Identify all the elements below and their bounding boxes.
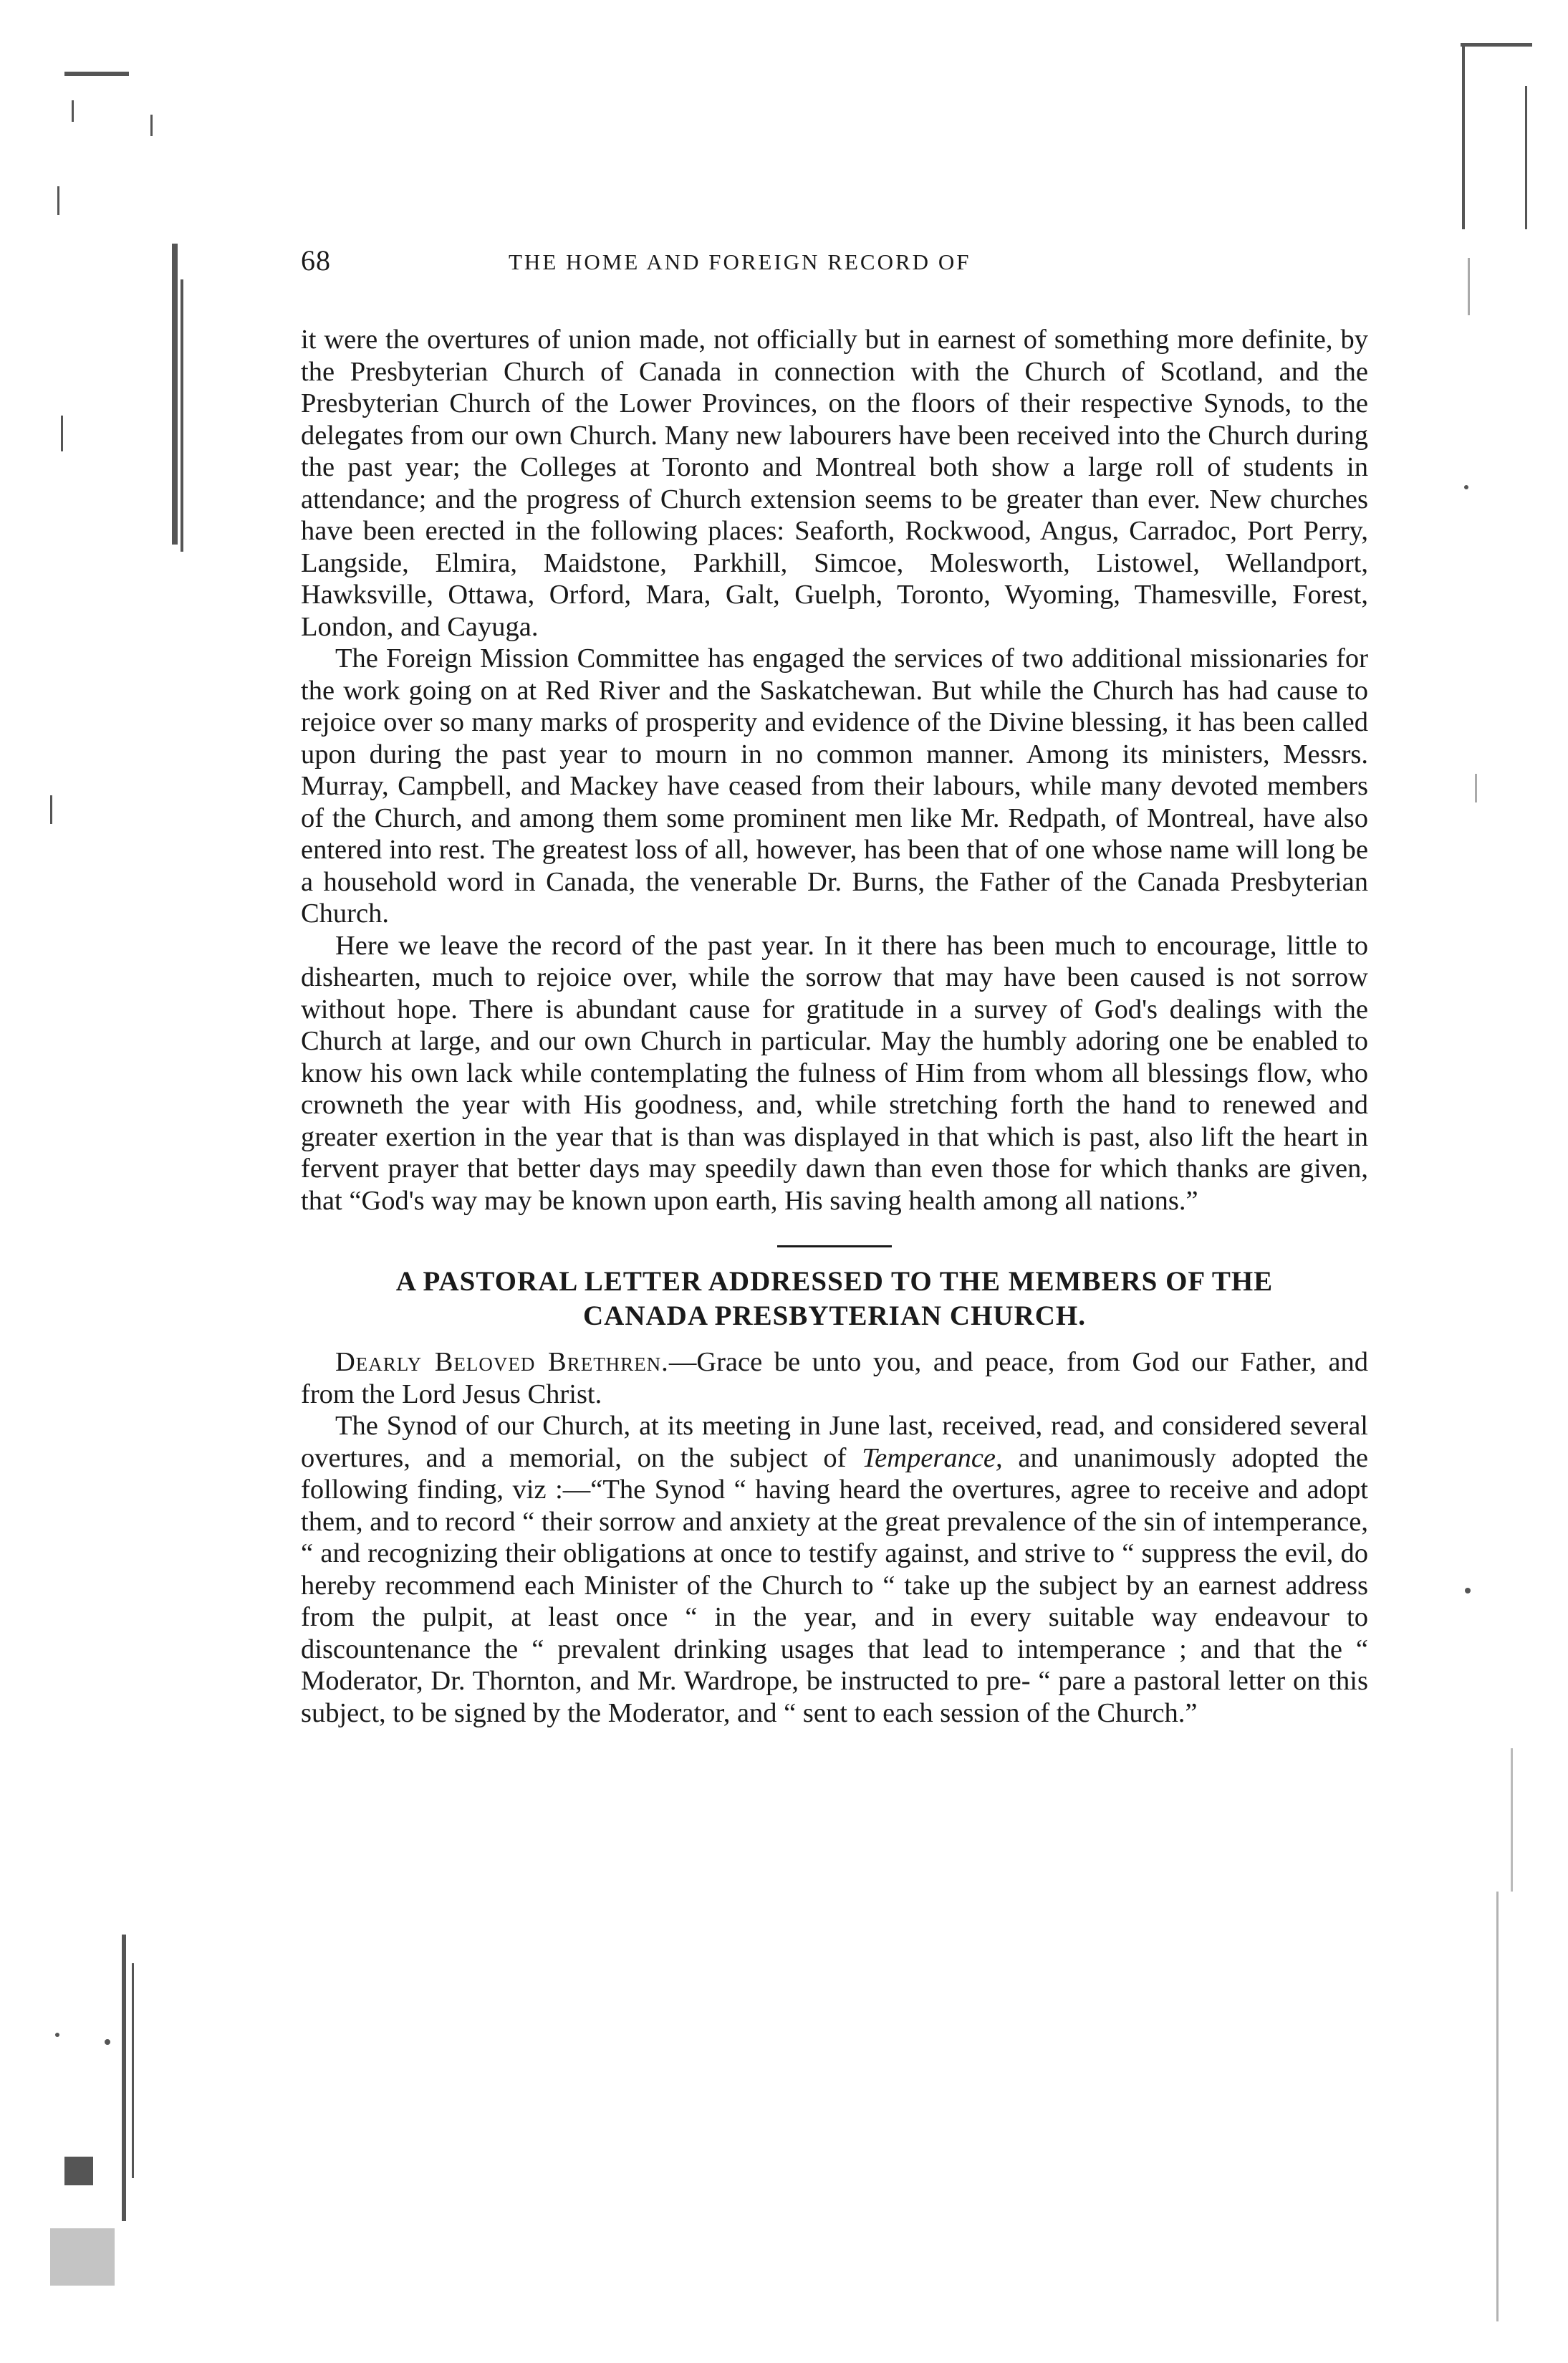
paragraph-continuation: it were the overtures of union made, not officially but in earnest of something more definite, by the Presbyterian Church of Canada in connection with the Church of Scotland, and the Presbyterian Church of the Lower Provinces, on the floors of their respective Synods, to the delegates from our own Church. Many new labourers have been received into the Church during the past year; the Colleges at Toronto and Montreal both show a large roll of students in attendance; and the progress of Church extension seems to be greater than ever. New churches have been erected in the following places: Seaforth, Rockwood, Angus, Carradoc, Port Perry, Langside, Elmira, Maidstone, Parkhill, Simcoe, Molesworth, Listowel, Wellandport, Hawksville, Ottawa, Orford, Mara, Galt, Guelph, Toronto, Wyoming, Thamesville, Forest, London, and Cayuga. [301,325,1368,642]
article-title [301,1265,1368,1333]
temperance-italic: Temperance, [862,1442,1003,1473]
salutation: Dearly Beloved Brethren. [335,1347,669,1377]
paragraph-salutation [301,1346,1368,1410]
synod-text-start: The Synod of our Church, at its meeting in June last, received, read, and considered several overtures, and a memorial, on the subject of [301,1411,1368,1473]
page-header [301,244,1368,287]
page-content [301,324,1368,1729]
running-head: THE HOME AND FOREIGN RECORD OF [509,249,971,274]
scan-edge-left [43,43,193,2336]
section-divider [777,1245,892,1247]
paragraph-record-conclusion: Here we leave the record of the past year. In it there has been much to encourage, little to dishearten, much to rejoice over, while the sorrow that may have been caused is not sorrow without hope. There is abundant cause for gratitude in a survey of God's dealings with the Church at large, and our own Church in particular. May the humbly adoring one be enabled to know his own lack while contemplating the fulness of Him from whom all blessings flow, who crowneth the year with His goodness, and, while stretching forth the hand to renewed and greater exertion in the year that is than was displayed in that which is past, also lift the heart in fervent prayer that better days may speedily dawn than even those for which thanks are given, that “God's way may be known upon earth, His saving health among all nations.” [301,930,1368,1216]
paragraph-synod-finding [301,1410,1368,1729]
page-number: 68 [301,244,331,277]
synod-text-rest: and unanimously adopted the following finding, viz :—“The Synod “ having heard the overtures, agree to receive and adopt them, and to record “ their sorrow and anxiety at the great prevalence of the sin of intemperance, “ and recognizing their obligations at once to testify against, and strive to “ suppress the evil, do hereby recommend each Minister of the Church to “ take up the subject by an earnest address from the pulpit, at least once “ in the year, and in every suitable way endeavour to discountenance the “ prevalent drinking usages that lead to intemperance ; and that the “ Moderator, Dr. Thornton, and Mr. Wardrope, be instructed to pre- “ pare a pastoral letter on this subject, to be signed by the Moderator, and “ sent to each session of the Church.” [301,1442,1368,1728]
article-title-line-2: CANADA PRESBYTERIAN CHURCH. [583,1300,1086,1331]
paragraph-foreign-mission: The Foreign Mission Committee has engaged the services of two additional missionaries for the work going on at Red River and the Saskatchewan. But while the Church has had cause to rejoice over so many marks of prosperity and evidence of the Divine blessing, it has been called upon during the past year to mourn in no common manner. Among its ministers, Messrs. Murray, Campbell, and Mackey have ceased from their labours, while many devoted members of the Church, and among them some prominent men like Mr. Redpath, of Montreal, have also entered into rest. The greatest loss of all, however, has been that of one whose name will long be a household word in Canada, the venerable Dr. Burns, the Father of the Canada Presbyterian Church. [301,643,1368,929]
scan-edge-right [1453,29,1539,2336]
article-title-line-1: A PASTORAL LETTER ADDRESSED TO THE MEMBERS OF THE [395,1266,1274,1297]
salutation-rest: —Grace be unto you, and peace, from God our Father, and from the Lord Jesus Christ. [301,1347,1368,1409]
